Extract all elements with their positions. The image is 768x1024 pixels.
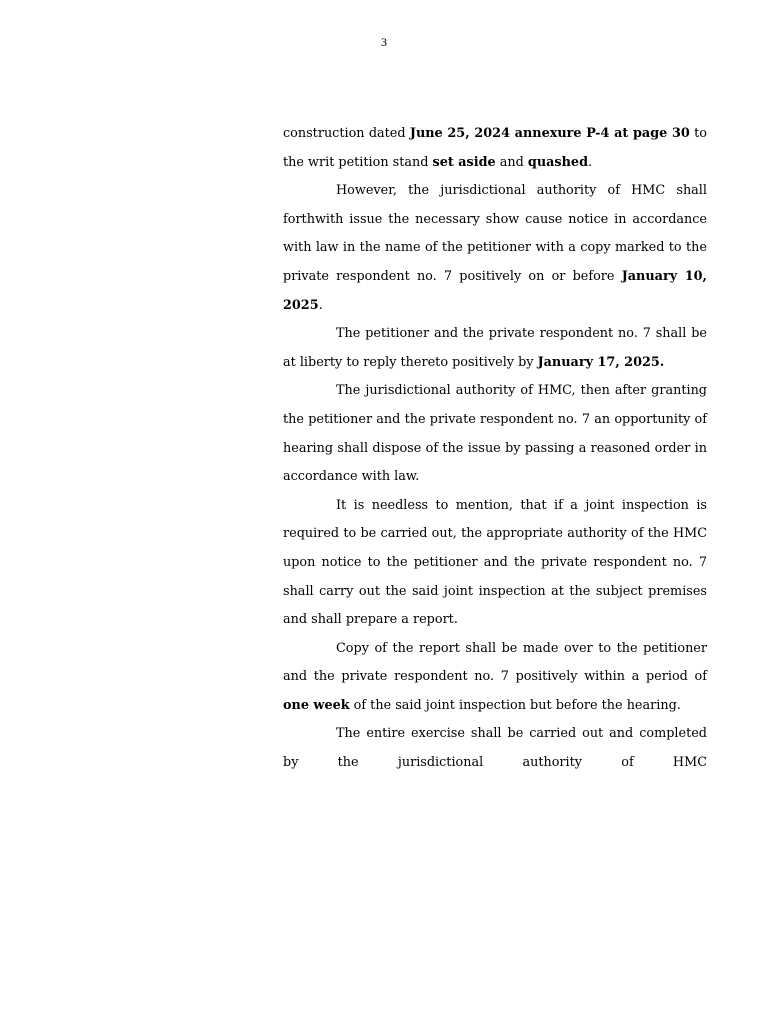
text-segment: However, the jurisdictional authority of HMC shall forthwith issue the necessary show cause notice in accordance with law in the name of the petitioner with a copy marked to the private respondent no. 7 positively on or before [283,183,707,284]
page-number: 3 [381,35,387,49]
bold-segment: January 10, 2025 [283,268,707,313]
paragraph-2 [283,177,707,320]
paragraph-1 [283,120,707,177]
paragraph-5 [283,492,707,635]
bold-segment: June 25, 2024 annexure P-4 at page 30 [409,126,690,141]
paragraph-4 [283,377,707,491]
paragraph-6 [283,635,707,721]
text-segment: construction dated [283,126,410,141]
document-body [283,120,707,778]
text-segment: of the said joint inspection but before the hearing. [349,697,681,713]
text-segment: It is needless to mention, that if a joint inspection is required to be carried out, the appropriate authority of the HMC upon notice to the petitioner and the private respondent no. 7 shall carry out the said joint inspection at the subject premises and shall prepare a report. [283,497,707,628]
paragraph-7 [283,720,707,777]
bold-segment: January 17, 2025. [537,354,665,370]
text-segment: . [318,297,323,313]
text-segment: . [588,154,593,170]
text-segment: The petitioner and the private respondent no. 7 shall be at liberty to reply thereto positively by [283,326,707,370]
text-segment: The jurisdictional authority of HMC, then after granting the petitioner and the private respondent no. 7 an opportunity of hearing shall dispose of the issue by passing a reasoned order in accordance with law. [283,383,707,485]
text-segment: and [495,154,528,170]
paragraph-3 [283,320,707,377]
text-segment: The entire exercise shall be carried out and completed by the jurisdictional authority of HMC [283,726,707,771]
text-segment: to the writ petition stand [283,126,707,170]
text-segment: Copy of the report shall be made over to the petitioner and the private respondent no. 7 positively within a period of [283,640,707,685]
bold-segment: one week [283,697,350,713]
bold-segment: set aside [432,154,496,170]
bold-segment: quashed [527,154,589,170]
